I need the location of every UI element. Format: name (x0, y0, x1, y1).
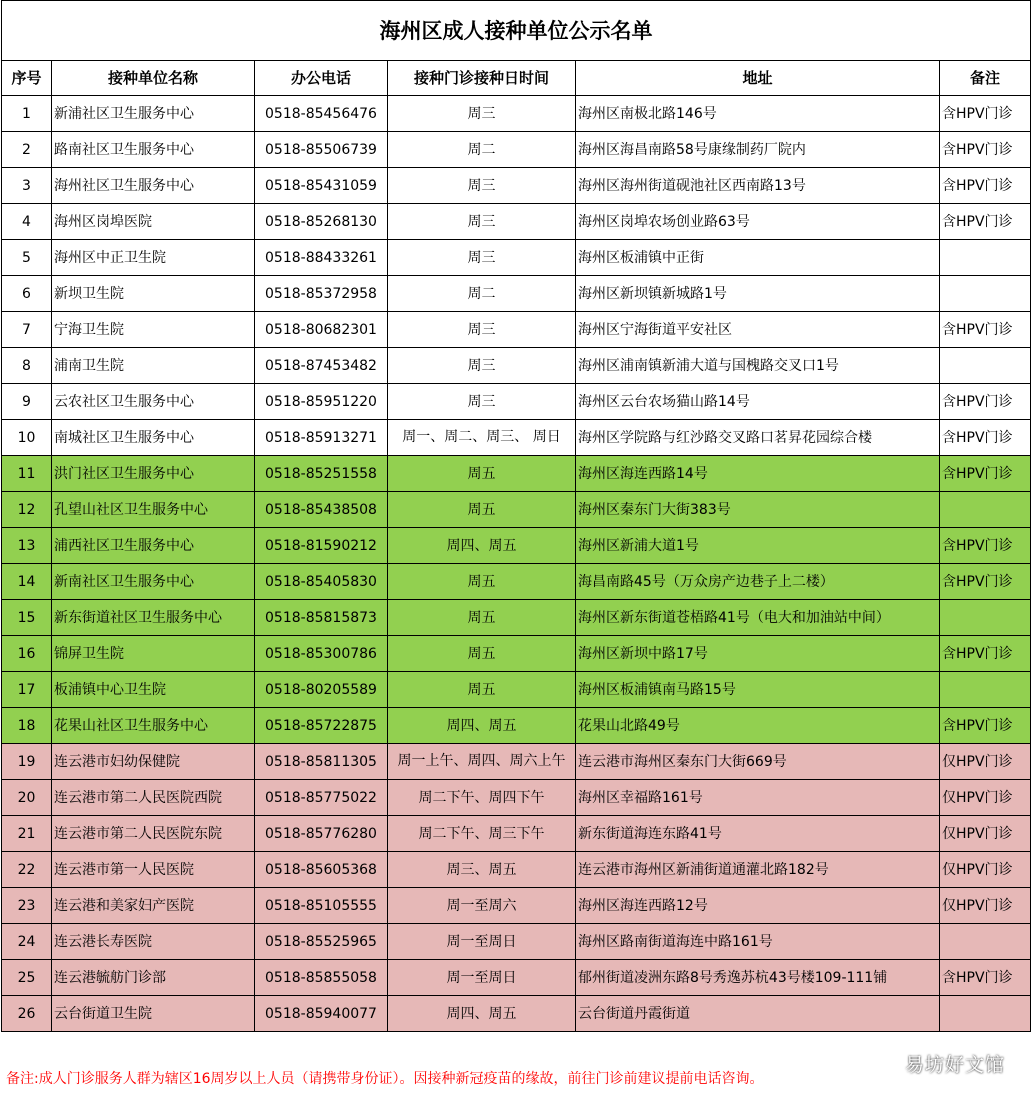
header-row (2, 61, 1031, 96)
cell-index: 11 (2, 456, 52, 492)
cell-site-name: 海州社区卫生服务中心 (52, 168, 255, 204)
cell-schedule: 周三 (388, 384, 576, 420)
cell-schedule: 周一至周六 (388, 888, 576, 924)
cell-address: 海州区新坝镇新城路1号 (576, 276, 940, 312)
cell-index: 18 (2, 708, 52, 744)
cell-schedule: 周五 (388, 636, 576, 672)
cell-phone: 0518-85438508 (255, 492, 388, 528)
cell-address: 海州区板浦镇南马路15号 (576, 672, 940, 708)
cell-address: 海州区南极北路146号 (576, 96, 940, 132)
cell-schedule: 周一上午、周四、周六上午 (388, 744, 576, 780)
cell-site-name: 锦屏卫生院 (52, 636, 255, 672)
cell-phone: 0518-85372958 (255, 276, 388, 312)
vaccination-sites-table (1, 0, 1031, 1032)
cell-schedule: 周二 (388, 132, 576, 168)
cell-note (940, 492, 1031, 528)
cell-address: 海州区宁海街道平安社区 (576, 312, 940, 348)
cell-schedule: 周三 (388, 312, 576, 348)
cell-schedule: 周一至周日 (388, 960, 576, 996)
header-note: 备注 (940, 61, 1031, 96)
cell-note: 含HPV门诊 (940, 132, 1031, 168)
cell-index: 3 (2, 168, 52, 204)
cell-address: 海州区浦南镇新浦大道与国槐路交叉口1号 (576, 348, 940, 384)
table-row (2, 924, 1031, 960)
cell-schedule: 周三 (388, 240, 576, 276)
cell-index: 5 (2, 240, 52, 276)
table-row (2, 240, 1031, 276)
cell-address: 海州区新东街道苍梧路41号（电大和加油站中间） (576, 600, 940, 636)
cell-site-name: 连云港市妇幼保健院 (52, 744, 255, 780)
cell-address: 云台街道丹霞街道 (576, 996, 940, 1032)
watermark: 易坊好文馆 (904, 1054, 1005, 1076)
cell-site-name: 花果山社区卫生服务中心 (52, 708, 255, 744)
cell-note: 含HPV门诊 (940, 960, 1031, 996)
table-row (2, 528, 1031, 564)
cell-phone: 0518-85855058 (255, 960, 388, 996)
table-row (2, 888, 1031, 924)
cell-site-name: 新坝卫生院 (52, 276, 255, 312)
cell-phone: 0518-87453482 (255, 348, 388, 384)
cell-index: 7 (2, 312, 52, 348)
cell-note (940, 996, 1031, 1032)
cell-site-name: 连云港市第二人民医院东院 (52, 816, 255, 852)
table-row (2, 132, 1031, 168)
cell-index: 6 (2, 276, 52, 312)
cell-note: 含HPV门诊 (940, 312, 1031, 348)
cell-note: 含HPV门诊 (940, 528, 1031, 564)
cell-phone: 0518-88433261 (255, 240, 388, 276)
cell-phone: 0518-85811305 (255, 744, 388, 780)
table-row (2, 276, 1031, 312)
cell-phone: 0518-85456476 (255, 96, 388, 132)
cell-phone: 0518-80205589 (255, 672, 388, 708)
cell-note: 含HPV门诊 (940, 636, 1031, 672)
cell-schedule: 周三 (388, 96, 576, 132)
cell-index: 15 (2, 600, 52, 636)
cell-phone: 0518-85951220 (255, 384, 388, 420)
table-title: 海州区成人接种单位公示名单 (2, 1, 1031, 61)
cell-note: 仅HPV门诊 (940, 816, 1031, 852)
cell-address: 海州区幸福路161号 (576, 780, 940, 816)
cell-index: 9 (2, 384, 52, 420)
cell-address: 连云港市海州区秦东门大街669号 (576, 744, 940, 780)
cell-phone: 0518-85722875 (255, 708, 388, 744)
cell-phone: 0518-85268130 (255, 204, 388, 240)
cell-index: 19 (2, 744, 52, 780)
header-index: 序号 (2, 61, 52, 96)
cell-address: 海州区新坝中路17号 (576, 636, 940, 672)
cell-address: 海州区路南街道海连中路161号 (576, 924, 940, 960)
cell-note: 仅HPV门诊 (940, 852, 1031, 888)
cell-index: 10 (2, 420, 52, 456)
cell-note: 含HPV门诊 (940, 564, 1031, 600)
cell-index: 13 (2, 528, 52, 564)
cell-address: 海州区海连西路14号 (576, 456, 940, 492)
header-phone: 办公电话 (255, 61, 388, 96)
cell-note (940, 240, 1031, 276)
cell-note (940, 600, 1031, 636)
cell-site-name: 南城社区卫生服务中心 (52, 420, 255, 456)
cell-address: 郁州街道凌洲东路8号秀逸苏杭43号楼109-111铺 (576, 960, 940, 996)
cell-index: 26 (2, 996, 52, 1032)
cell-note: 含HPV门诊 (940, 96, 1031, 132)
cell-note (940, 672, 1031, 708)
cell-index: 25 (2, 960, 52, 996)
cell-phone: 0518-85605368 (255, 852, 388, 888)
cell-site-name: 海州区中正卫生院 (52, 240, 255, 276)
table-row (2, 456, 1031, 492)
cell-address: 海州区秦东门大街383号 (576, 492, 940, 528)
cell-note: 含HPV门诊 (940, 456, 1031, 492)
cell-schedule: 周四、周五 (388, 528, 576, 564)
cell-schedule: 周五 (388, 672, 576, 708)
cell-index: 8 (2, 348, 52, 384)
cell-schedule: 周一至周日 (388, 924, 576, 960)
cell-phone: 0518-85775022 (255, 780, 388, 816)
cell-index: 23 (2, 888, 52, 924)
cell-site-name: 新东街道社区卫生服务中心 (52, 600, 255, 636)
cell-address: 花果山北路49号 (576, 708, 940, 744)
cell-note (940, 276, 1031, 312)
cell-note: 含HPV门诊 (940, 420, 1031, 456)
table-row (2, 420, 1031, 456)
cell-address: 海州区海连西路12号 (576, 888, 940, 924)
cell-address: 海州区云台农场猫山路14号 (576, 384, 940, 420)
cell-schedule: 周四、周五 (388, 996, 576, 1032)
cell-schedule: 周三 (388, 348, 576, 384)
table-row (2, 816, 1031, 852)
cell-index: 14 (2, 564, 52, 600)
cell-site-name: 浦西社区卫生服务中心 (52, 528, 255, 564)
table-row (2, 852, 1031, 888)
cell-index: 1 (2, 96, 52, 132)
cell-phone: 0518-85940077 (255, 996, 388, 1032)
cell-site-name: 云台街道卫生院 (52, 996, 255, 1032)
cell-site-name: 连云港市第一人民医院 (52, 852, 255, 888)
cell-note: 含HPV门诊 (940, 384, 1031, 420)
cell-site-name: 连云港和美家妇产医院 (52, 888, 255, 924)
cell-site-name: 洪门社区卫生服务中心 (52, 456, 255, 492)
cell-phone: 0518-85251558 (255, 456, 388, 492)
cell-site-name: 宁海卫生院 (52, 312, 255, 348)
cell-phone: 0518-85105555 (255, 888, 388, 924)
header-schedule: 接种门诊接种日时间 (388, 61, 576, 96)
cell-note: 仅HPV门诊 (940, 744, 1031, 780)
cell-schedule: 周一、周二、周三、 周日 (388, 420, 576, 456)
cell-phone: 0518-85431059 (255, 168, 388, 204)
cell-site-name: 连云港市第二人民医院西院 (52, 780, 255, 816)
cell-site-name: 浦南卫生院 (52, 348, 255, 384)
cell-note: 仅HPV门诊 (940, 888, 1031, 924)
cell-address: 海州区海昌南路58号康缘制药厂院内 (576, 132, 940, 168)
cell-address: 海昌南路45号（万众房产边巷子上二楼） (576, 564, 940, 600)
cell-phone: 0518-85525965 (255, 924, 388, 960)
cell-address: 新东街道海连东路41号 (576, 816, 940, 852)
cell-schedule: 周五 (388, 456, 576, 492)
cell-site-name: 板浦镇中心卫生院 (52, 672, 255, 708)
cell-phone: 0518-80682301 (255, 312, 388, 348)
table-row (2, 204, 1031, 240)
cell-address: 海州区海州街道砚池社区西南路13号 (576, 168, 940, 204)
cell-index: 4 (2, 204, 52, 240)
cell-schedule: 周二下午、周三下午 (388, 816, 576, 852)
cell-schedule: 周三 (388, 168, 576, 204)
cell-address: 海州区新浦大道1号 (576, 528, 940, 564)
header-address: 地址 (576, 61, 940, 96)
cell-index: 24 (2, 924, 52, 960)
cell-site-name: 海州区岗埠医院 (52, 204, 255, 240)
cell-schedule: 周二 (388, 276, 576, 312)
header-site-name: 接种单位名称 (52, 61, 255, 96)
table-row (2, 384, 1031, 420)
cell-index: 17 (2, 672, 52, 708)
cell-address: 海州区岗埠农场创业路63号 (576, 204, 940, 240)
table-row (2, 672, 1031, 708)
cell-index: 21 (2, 816, 52, 852)
cell-site-name: 孔望山社区卫生服务中心 (52, 492, 255, 528)
table-row (2, 708, 1031, 744)
cell-index: 20 (2, 780, 52, 816)
cell-phone: 0518-85815873 (255, 600, 388, 636)
table-row (2, 168, 1031, 204)
table-row (2, 960, 1031, 996)
cell-site-name: 连云港毓舫门诊部 (52, 960, 255, 996)
cell-index: 22 (2, 852, 52, 888)
table-row (2, 312, 1031, 348)
cell-schedule: 周三 (388, 204, 576, 240)
cell-note: 含HPV门诊 (940, 168, 1031, 204)
cell-index: 2 (2, 132, 52, 168)
table-row (2, 600, 1031, 636)
cell-schedule: 周五 (388, 492, 576, 528)
footer-note: 备注:成人门诊服务人群为辖区16周岁以上人员（请携带身份证）。因接种新冠疫苗的缘故，前往门诊前建议提前电话咨询。 (6, 1071, 764, 1087)
cell-site-name: 新浦社区卫生服务中心 (52, 96, 255, 132)
cell-note: 含HPV门诊 (940, 204, 1031, 240)
table-row (2, 996, 1031, 1032)
cell-site-name: 新南社区卫生服务中心 (52, 564, 255, 600)
cell-schedule: 周二下午、周四下午 (388, 780, 576, 816)
table-row (2, 492, 1031, 528)
cell-index: 16 (2, 636, 52, 672)
table-row (2, 96, 1031, 132)
table-row (2, 744, 1031, 780)
cell-phone: 0518-85506739 (255, 132, 388, 168)
cell-phone: 0518-85300786 (255, 636, 388, 672)
cell-phone: 0518-85776280 (255, 816, 388, 852)
cell-phone: 0518-85913271 (255, 420, 388, 456)
cell-note (940, 924, 1031, 960)
cell-schedule: 周三、周五 (388, 852, 576, 888)
cell-phone: 0518-85405830 (255, 564, 388, 600)
cell-site-name: 云农社区卫生服务中心 (52, 384, 255, 420)
cell-phone: 0518-81590212 (255, 528, 388, 564)
cell-note (940, 348, 1031, 384)
cell-schedule: 周五 (388, 600, 576, 636)
cell-site-name: 连云港长寿医院 (52, 924, 255, 960)
cell-address: 连云港市海州区新浦街道通灌北路182号 (576, 852, 940, 888)
cell-address: 海州区板浦镇中正街 (576, 240, 940, 276)
table-row (2, 780, 1031, 816)
cell-address: 海州区学院路与红沙路交叉路口茗昇花园综合楼 (576, 420, 940, 456)
table-row (2, 348, 1031, 384)
table-row (2, 636, 1031, 672)
cell-note: 仅HPV门诊 (940, 780, 1031, 816)
cell-note: 含HPV门诊 (940, 708, 1031, 744)
cell-schedule: 周五 (388, 564, 576, 600)
table-row (2, 564, 1031, 600)
cell-index: 12 (2, 492, 52, 528)
cell-schedule: 周四、周五 (388, 708, 576, 744)
cell-site-name: 路南社区卫生服务中心 (52, 132, 255, 168)
